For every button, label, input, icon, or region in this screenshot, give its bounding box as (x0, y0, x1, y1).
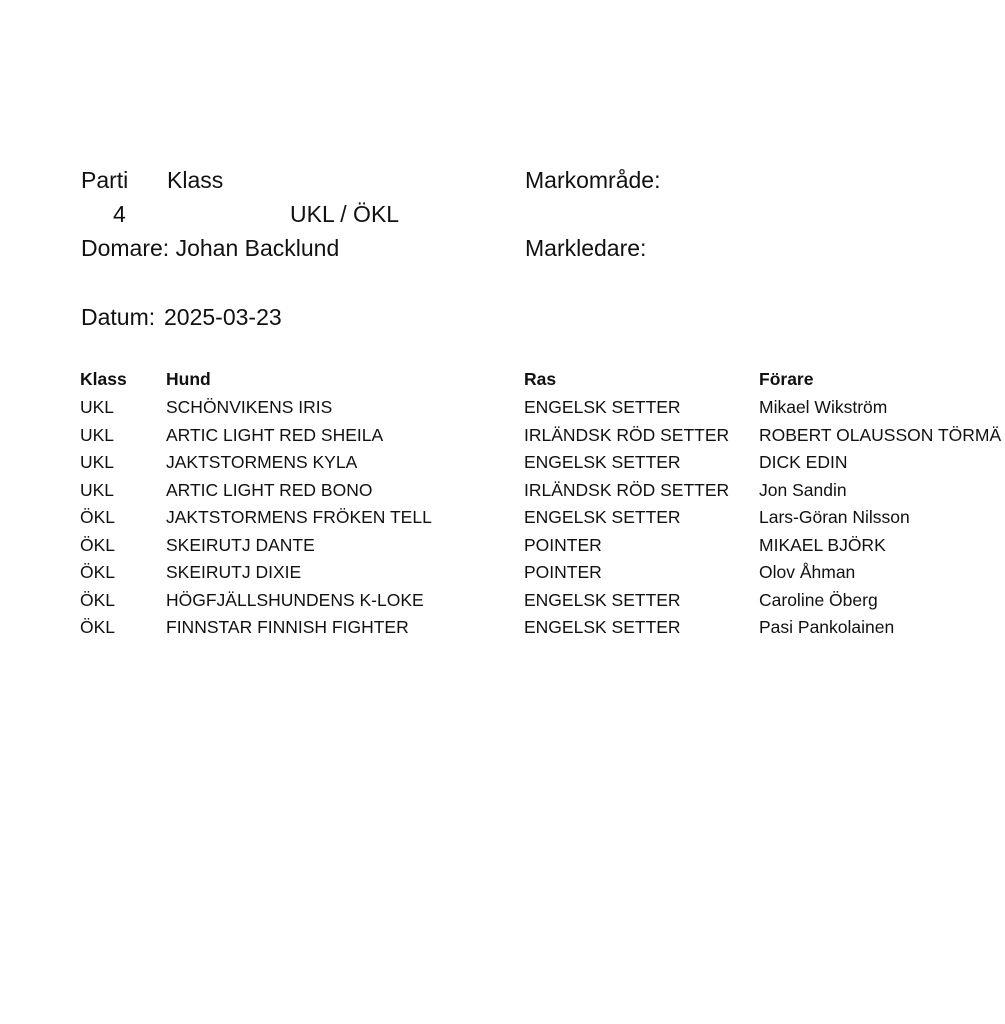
table-row (0, 451, 1005, 479)
table-row (0, 616, 1005, 644)
participant-table (0, 368, 1005, 648)
cell-forare: ROBERT OLAUSSON TÖRMÄ (759, 424, 1002, 445)
cell-forare: Mikael Wikström (759, 397, 888, 417)
cell-hund: JAKTSTORMENS KYLA (166, 452, 358, 472)
cell-klass: ÖKL (80, 507, 116, 527)
cell-forare: Lars-Göran Nilsson (759, 507, 910, 527)
datum-label: Datum: (81, 304, 156, 330)
datum-value: 2025-03-23 (164, 304, 282, 330)
cell-forare: Jon Sandin (759, 479, 847, 500)
parti-value: 4 (113, 201, 126, 227)
column-header-klass: Klass (80, 369, 127, 389)
cell-klass: UKL (80, 397, 115, 417)
cell-forare: Pasi Pankolainen (759, 617, 895, 637)
cell-ras: ENGELSK SETTER (524, 589, 681, 610)
klass-label: Klass (167, 167, 224, 193)
klass-value: UKL / ÖKL (290, 201, 400, 227)
parti-label: Parti (81, 167, 129, 193)
cell-hund: HÖGFJÄLLSHUNDENS K-LOKE (166, 589, 424, 610)
cell-ras: IRLÄNDSK RÖD SETTER (524, 479, 730, 500)
table-row (0, 506, 1005, 534)
table-row (0, 534, 1005, 562)
table-row (0, 396, 1005, 424)
table-row (0, 479, 1005, 507)
cell-hund: FINNSTAR FINNISH FIGHTER (166, 617, 409, 637)
cell-klass: ÖKL (80, 562, 116, 582)
markledare-label: Markledare: (525, 235, 647, 261)
cell-forare: DICK EDIN (759, 452, 848, 472)
domare-text: Domare: Johan Backlund (81, 235, 340, 261)
cell-ras: ENGELSK SETTER (524, 617, 681, 637)
column-header-forare: Förare (759, 369, 814, 389)
cell-ras: ENGELSK SETTER (524, 507, 681, 527)
table-row (0, 589, 1005, 617)
cell-klass: ÖKL (80, 617, 116, 637)
table-row (0, 561, 1005, 589)
cell-forare: Caroline Öberg (759, 589, 878, 610)
column-header-hund: Hund (166, 369, 211, 389)
cell-ras: POINTER (524, 562, 602, 582)
cell-hund: ARTIC LIGHT RED BONO (166, 479, 373, 500)
cell-hund: SKEIRUTJ DIXIE (166, 562, 302, 582)
cell-ras: ENGELSK SETTER (524, 452, 681, 472)
markomrade-label: Markområde: (525, 167, 661, 193)
cell-forare: MIKAEL BJÖRK (759, 534, 886, 555)
cell-hund: ARTIC LIGHT RED SHEILA (166, 424, 384, 445)
table-header-row (0, 368, 1005, 396)
cell-klass: UKL (80, 452, 115, 472)
cell-hund: JAKTSTORMENS FRÖKEN TELL (166, 507, 432, 527)
table-row (0, 424, 1005, 452)
cell-klass: UKL (80, 479, 115, 500)
cell-klass: UKL (80, 424, 115, 445)
cell-ras: POINTER (524, 534, 602, 555)
cell-klass: ÖKL (80, 534, 116, 555)
cell-ras: ENGELSK SETTER (524, 397, 681, 417)
column-header-ras: Ras (524, 369, 557, 389)
cell-klass: ÖKL (80, 589, 116, 610)
cell-hund: SKEIRUTJ DANTE (166, 534, 315, 555)
cell-ras: IRLÄNDSK RÖD SETTER (524, 424, 730, 445)
cell-forare: Olov Åhman (759, 562, 856, 582)
cell-hund: SCHÖNVIKENS IRIS (166, 397, 333, 417)
